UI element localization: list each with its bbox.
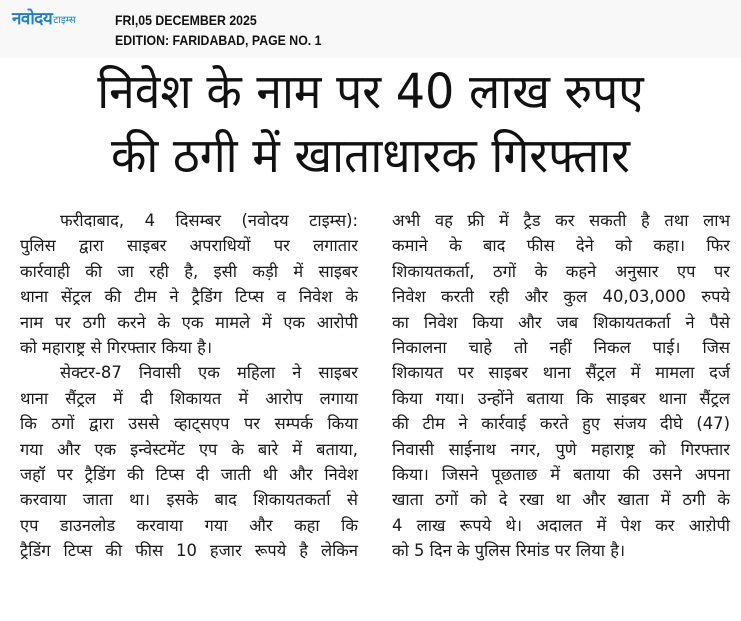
headline-line-2: की ठगी में खाताधारक गिरफ्तार (110, 128, 631, 184)
body-line: को महाराष्ट्र से गिरफ्तार किया है। (20, 338, 213, 358)
edition-info (115, 10, 321, 50)
body-line: खाता ठगों को दे रखा था और खाता में ठगी के (392, 490, 730, 510)
body-line: किया गया। उन्होंने बताया कि साइबर थाना सैंट्रल (392, 388, 730, 408)
edition-page: EDITION: FARIDABAD, PAGE NO. 1 (115, 32, 322, 48)
body-line: कि ठगों द्वारा उससे व्हाट्सएप पर सम्पर्क किया (20, 414, 358, 434)
body-line: शिकायतकर्ता, ठगों के कहने अनुसार एप पर (392, 261, 730, 281)
body-line: 4 लाख रूपये थे। अदालत में पेश कर आऱोपी (392, 515, 730, 535)
body-line: का निवेश किया और जब शिकायतकर्ता ने पैसे (392, 312, 730, 332)
column-left (20, 208, 358, 564)
body-line: नाम पर ठगी करने के एक मामले में एक आरोपी (20, 312, 358, 332)
column-right (392, 208, 730, 564)
article-body (20, 208, 730, 564)
body-line: निकालना चाहे तो नहीं निकल पाई। जिस (392, 338, 730, 358)
body-line: थाना सैंट्रल में दी शिकायत में आरोप लगाया (20, 388, 358, 408)
body-line: ट्रैडिंग टिप्स की फीस 10 हजार रूपये है लेकिन (20, 541, 358, 561)
body-line: कमाने के बाद फीस देने को कहा। फिर (392, 236, 730, 256)
body-line: अभी वह फ्री में ट्रैड कर सकती है तथा लाभ (392, 211, 730, 230)
headline-line-1: निवेश के नाम पर 40 लाख रुपए (97, 64, 644, 120)
body-line: थाना सेंट्रल की टीम ने ट्रैडिंग टिप्स व निवेश के (20, 287, 358, 307)
body-line: शिकायत पर साइबर थाना सैंट्रल में मामला दर्ज (392, 363, 730, 383)
body-line: निवासी साईनाथ नगर, पुणे महाराष्ट्र को गिरफ्तार (392, 439, 730, 459)
logo-main-text: नवोदय (12, 9, 53, 29)
body-line: फरीदाबाद, 4 दिसम्बर (नवोदय टाइम्स): (60, 211, 358, 230)
body-line: सेक्टर-87 निवासी एक महिला ने साइबर (60, 363, 358, 383)
publication-date: FRI,05 DECEMBER 2025 (115, 12, 257, 28)
body-line: कार्रवाही की जा रही है, इसी कड़ी में साइबर (20, 261, 358, 281)
article-headline (0, 60, 741, 188)
body-line: को 5 दिन के पुलिस रिमांड पर लिया है। (392, 541, 626, 561)
body-line: किया। जिसने पूछताछ में बताया की उसने अपना (392, 465, 730, 485)
body-line: जहॉ पर ट्रैडिंग की टिप्स दी जाती थी और निवेश (20, 465, 358, 485)
body-line: एप डाउनलोड करवाया गया और कहा कि (20, 515, 358, 535)
body-line: निवेश करती रही और कुल 40,03,000 रुपये (392, 287, 730, 307)
logo-sub-text: टाइम्स (53, 15, 76, 26)
body-line: करवाया जाता था। इसके बाद शिकायतकर्ता से (20, 490, 358, 510)
body-line: पुलिस द्वारा साइबर अपराधियों पर लगातार (20, 236, 358, 256)
body-line: की टीम ने कार्रवाई करते हुए संजय दीघे (47) (392, 414, 730, 434)
body-line: गया और एक इन्वेस्टमेंट एप के बारे में बताया, (20, 439, 358, 459)
masthead (0, 0, 741, 58)
newspaper-logo (12, 10, 76, 28)
